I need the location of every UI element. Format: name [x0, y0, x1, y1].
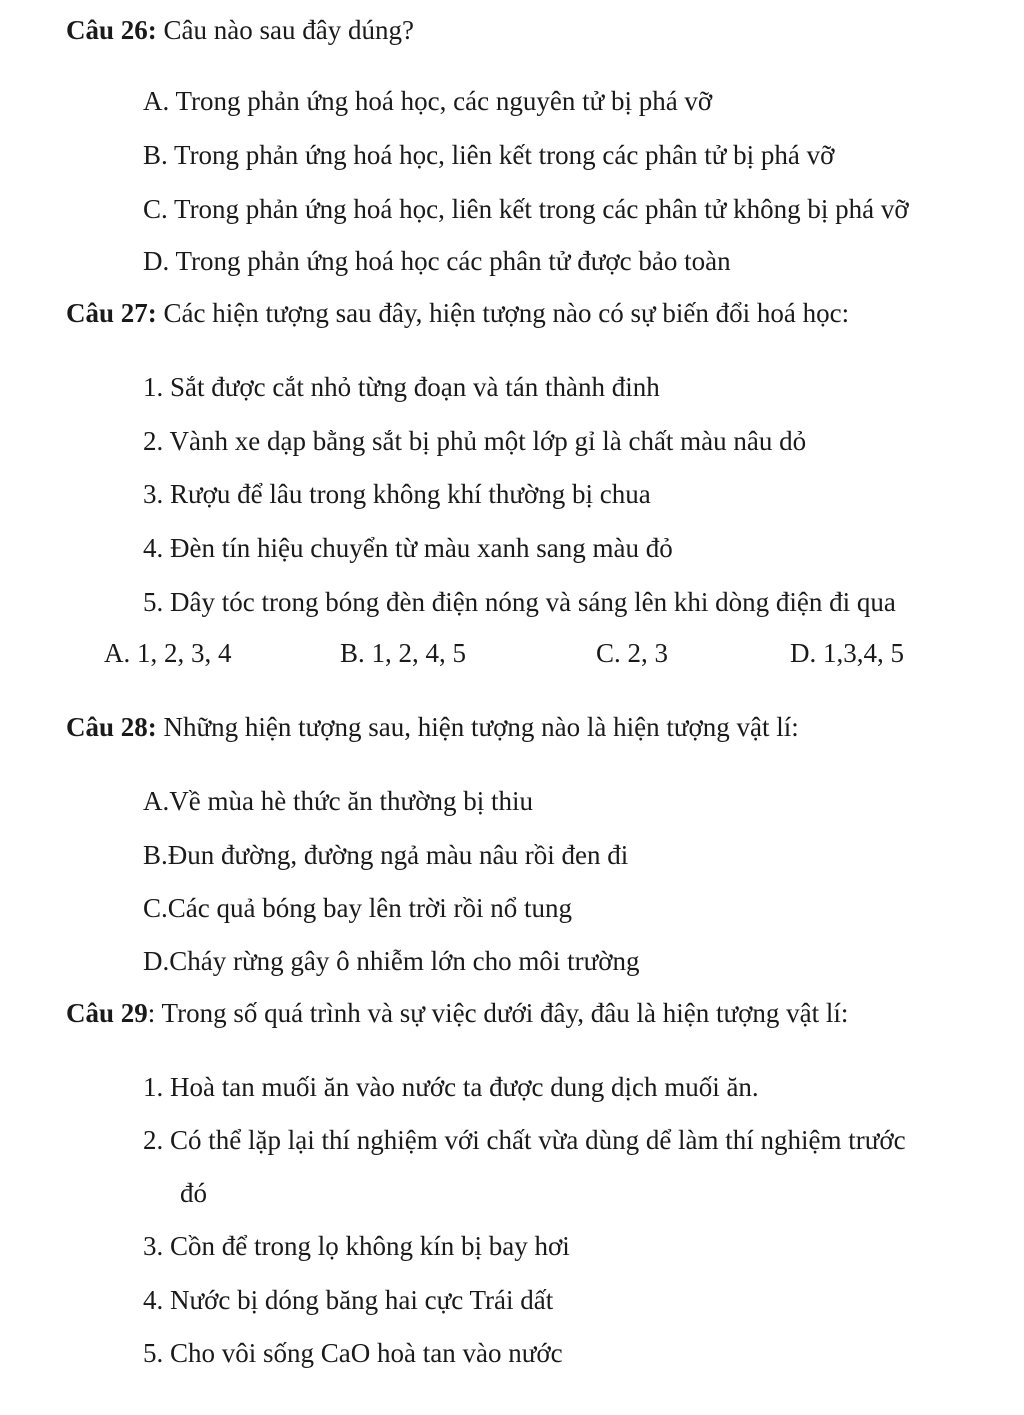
q27-item-1: 1. Sắt được cắt nhỏ từng đoạn và tán thành đinh: [143, 372, 660, 402]
q26-option-a: A. Trong phản ứng hoá học, các nguyên tử bị phá vỡ: [143, 86, 713, 116]
q27-answer-a: A. 1, 2, 3, 4: [104, 638, 232, 668]
question-27: [66, 300, 849, 327]
q27-item-4: 4. Đèn tín hiệu chuyển từ màu xanh sang màu đỏ: [143, 533, 673, 563]
q27-item-5: 5. Dây tóc trong bóng đèn điện nóng và sáng lên khi dòng điện đi qua: [143, 587, 896, 617]
question-text: : Trong số quá trình và sự việc dưới đây, đâu là hiện tượng vật lí:: [147, 998, 849, 1028]
q28-option-b: B.Đun đường, đường ngả màu nâu rồi đen đi: [143, 840, 629, 870]
q29-item-2-continuation: đó: [180, 1178, 207, 1208]
question-26: [66, 17, 414, 44]
question-label: Câu 27:: [66, 298, 157, 328]
q27-answer-d: D. 1,3,4, 5: [790, 638, 904, 668]
q28-option-a: A.Về mùa hè thức ăn thường bị thiu: [143, 786, 533, 816]
question-text: Các hiện tượng sau đây, hiện tượng nào có sự biến đổi hoá học:: [156, 298, 850, 328]
question-28: [66, 714, 799, 741]
question-text: Những hiện tượng sau, hiện tượng nào là hiện tượng vật lí:: [156, 712, 799, 742]
question-text: Câu nào sau đây dúng?: [156, 15, 414, 45]
question-label: Câu 29: [66, 998, 148, 1028]
q27-answer-b: B. 1, 2, 4, 5: [340, 638, 467, 668]
question-label: Câu 28:: [66, 712, 157, 742]
q26-option-c: C. Trong phản ứng hoá học, liên kết trong các phân tử không bị phá vỡ: [143, 194, 909, 224]
q29-item-4: 4. Nước bị dóng băng hai cực Trái dất: [143, 1285, 554, 1315]
q27-answer-c: C. 2, 3: [596, 638, 669, 668]
q27-item-3: 3. Rượu để lâu trong không khí thường bị chua: [143, 479, 651, 509]
q26-option-d: D. Trong phản ứng hoá học các phân tử được bảo toàn: [143, 246, 731, 276]
q27-item-2: 2. Vành xe dạp bằng sắt bị phủ một lớp gỉ là chất màu nâu dỏ: [143, 426, 807, 456]
question-label: Câu 26:: [66, 15, 157, 45]
q29-item-3: 3. Cồn để trong lọ không kín bị bay hơi: [143, 1231, 570, 1261]
q29-item-5: 5. Cho vôi sống CaO hoà tan vào nước: [143, 1338, 563, 1368]
q29-item-2: 2. Có thể lặp lại thí nghiệm với chất vừa dùng dể làm thí nghiệm trước: [143, 1125, 906, 1155]
q28-option-c: C.Các quả bóng bay lên trời rồi nổ tung: [143, 893, 572, 923]
question-29: [66, 1000, 848, 1027]
q26-option-b: B. Trong phản ứng hoá học, liên kết trong các phân tử bị phá vỡ: [143, 140, 835, 170]
q28-option-d: D.Cháy rừng gây ô nhiễm lớn cho môi trường: [143, 946, 640, 976]
q29-item-1: 1. Hoà tan muối ăn vào nước ta được dung dịch muối ăn.: [143, 1072, 759, 1102]
